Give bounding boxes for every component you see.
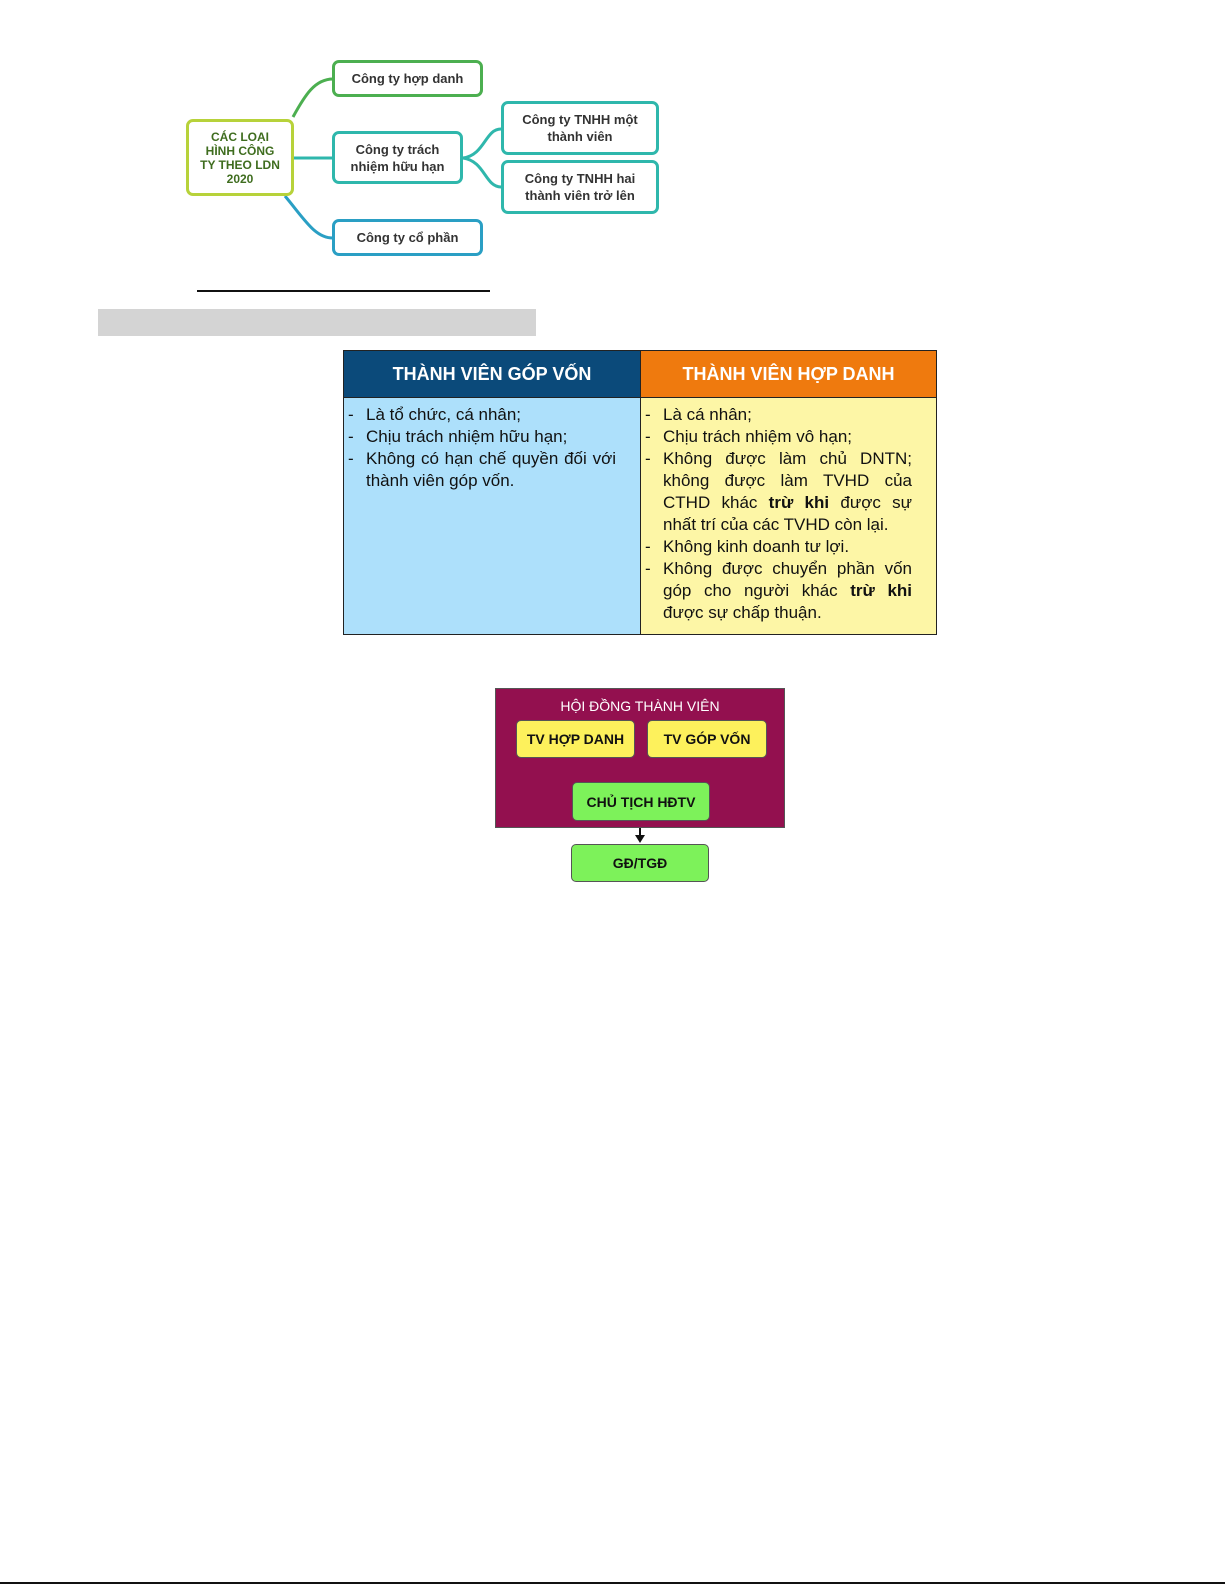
page-bottom-border — [0, 1582, 1225, 1584]
item-text-pre: Không được làm chủ DNTN; không được làm TVHD của CTHD khác — [663, 449, 912, 512]
connector-llc-single — [463, 129, 501, 158]
mindmap-node-llc: Công ty trách nhiệm hữu hạn — [332, 131, 463, 184]
item-text: Không có hạn chế quyền đối với thành viên góp vốn. — [366, 449, 616, 490]
chairman-node: CHỦ TỊCH HĐTV — [572, 782, 710, 821]
item-text — [663, 448, 932, 536]
mindmap-node-jsc: Công ty cổ phần — [332, 219, 483, 256]
item-text: Là tổ chức, cá nhân; — [366, 405, 522, 424]
connector-root-partnership — [293, 79, 333, 117]
item-text-pre: Không được chuyển phần vốn góp cho người khác — [663, 559, 912, 600]
capital-partner-item — [348, 404, 636, 426]
item-text — [663, 558, 932, 624]
general-partner-list — [641, 398, 936, 634]
connector-llc-multi — [463, 158, 501, 187]
dash-bullet: - — [645, 537, 651, 556]
capital-partner-item — [348, 426, 636, 448]
dash-bullet: - — [348, 449, 354, 468]
members-council-title: HỘI ĐỒNG THÀNH VIÊN — [560, 698, 720, 714]
item-text-pre: Không kinh doanh tư lợi. — [663, 537, 850, 556]
general-partner-item — [645, 426, 932, 448]
dash-bullet: - — [645, 405, 651, 424]
mindmap-node-llc-multi: Công ty TNHH hai thành viên trở lên — [501, 160, 659, 214]
dash-bullet: - — [645, 449, 651, 468]
general-partner-item — [645, 448, 932, 536]
item-text-post: được sự nhất trí của các TVHD còn lại. — [663, 493, 912, 534]
item-text — [663, 426, 932, 448]
item-text — [663, 404, 932, 426]
mindmap-node-llc-single: Công ty TNHH một thành viên — [501, 101, 659, 155]
mindmap-node-partnership: Công ty hợp danh — [332, 60, 483, 97]
item-text-emphasis: trừ khi — [850, 581, 913, 600]
item-text — [663, 536, 932, 558]
item-text-pre: Là cá nhân; — [663, 405, 752, 424]
comparison-table — [343, 350, 937, 635]
capital-partner-node: TV GÓP VỐN — [647, 720, 767, 758]
general-partner-item — [645, 558, 932, 624]
capital-partner-list — [344, 398, 641, 634]
general-partner-item — [645, 536, 932, 558]
item-text-pre: Chịu trách nhiệm vô hạn; — [663, 427, 852, 446]
general-partner-node: TV HỢP DANH — [516, 720, 635, 758]
dash-bullet: - — [645, 559, 651, 578]
general-partner-item — [645, 404, 932, 426]
item-text: Chịu trách nhiệm hữu hạn; — [366, 427, 568, 446]
item-text-post: được sự chấp thuận. — [663, 603, 822, 622]
director-node: GĐ/TGĐ — [571, 844, 709, 882]
gray-highlight-bar — [98, 309, 536, 336]
mindmap-root-node: CÁC LOẠI HÌNH CÔNG TY THEO LDN 2020 — [186, 119, 294, 196]
header-capital-partner: THÀNH VIÊN GÓP VỐN — [344, 351, 641, 398]
dash-bullet: - — [645, 427, 651, 446]
capital-partner-item — [348, 448, 636, 492]
item-text-emphasis: trừ khi — [768, 493, 830, 512]
header-general-partner: THÀNH VIÊN HỢP DANH — [641, 351, 936, 398]
horizontal-rule — [197, 290, 490, 292]
dash-bullet: - — [348, 405, 354, 424]
connector-root-jsc — [285, 196, 333, 238]
dash-bullet: - — [348, 427, 354, 446]
arrow-down-icon — [635, 835, 645, 843]
members-council-box — [495, 688, 785, 828]
